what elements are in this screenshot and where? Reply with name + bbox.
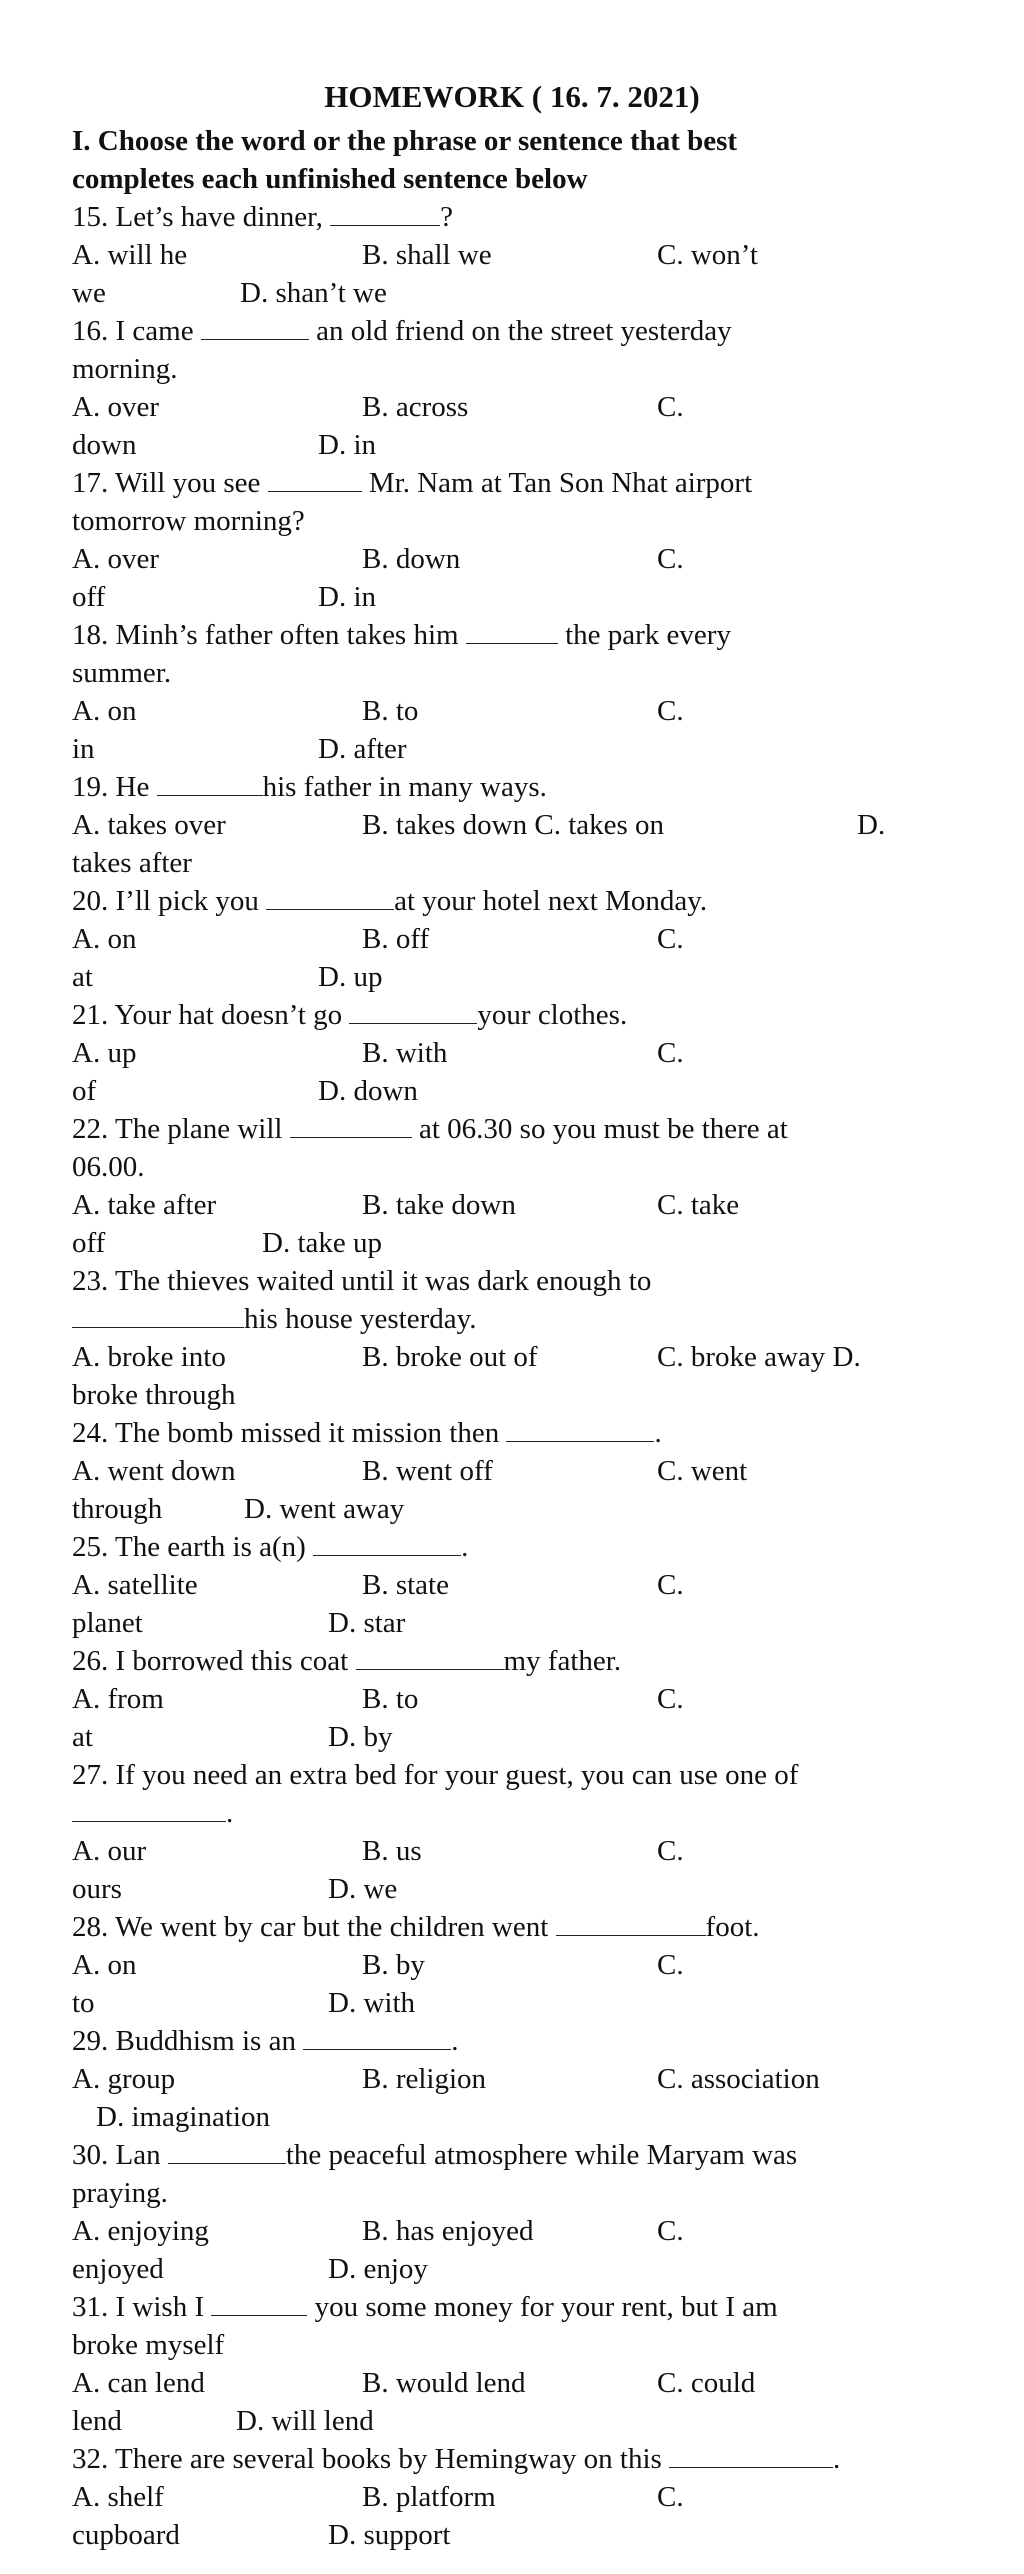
options-17 — [72, 540, 964, 578]
option-c-continued: in — [72, 733, 95, 765]
option-c-continued: enjoyed — [72, 2253, 164, 2285]
option-b: B. to — [362, 695, 419, 727]
option-d: D. support — [328, 2519, 451, 2551]
option-a: A. on — [72, 695, 137, 727]
option-b: B. to — [362, 1683, 419, 1715]
option-d: D. — [857, 809, 886, 841]
question-20: 20. I’ll pick you at your hotel next Monday. — [72, 885, 708, 917]
option-d: D. after — [318, 733, 407, 765]
option-a: A. broke into — [72, 1341, 226, 1373]
option-b: B. off — [362, 923, 430, 955]
options-18 — [72, 692, 964, 730]
answer-blank — [349, 999, 477, 1024]
question-32: 32. There are several books by Hemingway on this . — [72, 2443, 841, 2475]
answer-blank — [157, 771, 263, 796]
option-c: C. — [657, 1569, 684, 1601]
question-18-continued: summer. — [72, 657, 172, 689]
option-b: B. state — [362, 1569, 449, 1601]
option-b: B. broke out of — [362, 1341, 538, 1373]
option-c: C. went — [657, 1455, 748, 1487]
option-d: D. down — [318, 1075, 418, 1107]
answer-blank — [303, 2025, 451, 2050]
option-d: D. we — [328, 1873, 398, 1905]
option-c-continued: at — [72, 1721, 93, 1753]
option-c-continued: planet — [72, 1607, 143, 1639]
option-d: D. in — [318, 581, 376, 613]
option-b: B. take down — [362, 1189, 516, 1221]
options-32 — [72, 2478, 964, 2516]
option-d: D. shan’t we — [240, 277, 387, 309]
option-b: B. down — [362, 543, 461, 575]
options-27 — [72, 1832, 964, 1870]
page-title: HOMEWORK ( 16. 7. 2021) — [324, 79, 700, 114]
option-a: A. over — [72, 391, 159, 423]
option-a: A. group — [72, 2063, 176, 2095]
options-20 — [72, 920, 964, 958]
answer-blank — [330, 201, 440, 226]
answer-blank — [268, 467, 362, 492]
question-27: 27. If you need an extra bed for your guest, you can use one of — [72, 1759, 799, 1791]
option-d: D. imagination — [96, 2101, 270, 2133]
options-23 — [72, 1338, 964, 1376]
answer-blank — [168, 2139, 286, 2164]
option-a: A. went down — [72, 1455, 236, 1487]
option-a: A. will he — [72, 239, 188, 271]
option-c: C. — [657, 1683, 684, 1715]
question-22-continued: 06.00. — [72, 1151, 145, 1183]
options-22 — [72, 1186, 964, 1224]
answer-blank — [266, 885, 394, 910]
options-15 — [72, 236, 964, 274]
question-23: 23. The thieves waited until it was dark enough to — [72, 1265, 652, 1297]
option-c-continued: lend — [72, 2405, 122, 2437]
option-a: A. up — [72, 1037, 137, 1069]
options-30 — [72, 2212, 964, 2250]
option-c: C. — [657, 1835, 684, 1867]
option-c-continued: ours — [72, 1873, 122, 1905]
option-d: D. by — [328, 1721, 393, 1753]
option-b: B. has enjoyed — [362, 2215, 534, 2247]
question-27-continued: . — [72, 1794, 964, 1832]
question-16-continued: morning. — [72, 353, 178, 385]
question-17: 17. Will you see Mr. Nam at Tan Son Nhat airport — [72, 467, 753, 499]
question-23-continued: his house yesterday. — [72, 1300, 964, 1338]
section-heading-line-2: completes each unfinished sentence below — [72, 163, 588, 195]
option-d: D. enjoy — [328, 2253, 428, 2285]
question-22: 22. The plane will at 06.30 so you must be there at — [72, 1113, 788, 1145]
option-c-continued: through — [72, 1493, 163, 1525]
option-b-c: B. takes down C. takes on — [362, 809, 665, 841]
option-d: D. take up — [262, 1227, 382, 1259]
option-c: C. — [657, 543, 684, 575]
option-c-continued: off — [72, 581, 106, 613]
options-24 — [72, 1452, 964, 1490]
question-19: 19. He his father in many ways. — [72, 771, 547, 803]
answer-blank — [669, 2443, 833, 2468]
question-31: 31. I wish I you some money for your rent, but I am — [72, 2291, 778, 2323]
answer-blank — [506, 1417, 654, 1442]
option-d: D. up — [318, 961, 383, 993]
option-b: B. us — [362, 1835, 422, 1867]
option-a: A. satellite — [72, 1569, 198, 1601]
question-16: 16. I came an old friend on the street yesterday — [72, 315, 732, 347]
option-d: D. will lend — [236, 2405, 374, 2437]
question-29: 29. Buddhism is an . — [72, 2025, 459, 2057]
options-28 — [72, 1946, 964, 1984]
answer-blank — [556, 1911, 706, 1936]
option-a: A. can lend — [72, 2367, 205, 2399]
options-16 — [72, 388, 964, 426]
options-31 — [72, 2364, 964, 2402]
option-c: C. — [657, 695, 684, 727]
option-a: A. on — [72, 923, 137, 955]
options-25 — [72, 1566, 964, 1604]
question-31-continued: broke myself — [72, 2329, 225, 2361]
option-d-continued: broke through — [72, 1379, 236, 1411]
option-d: D. in — [318, 429, 376, 461]
option-d: D. star — [328, 1607, 406, 1639]
option-c-d: C. broke away D. — [657, 1341, 861, 1373]
option-c: C. — [657, 1037, 684, 1069]
question-17-continued: tomorrow morning? — [72, 505, 305, 537]
option-c: C. — [657, 2215, 684, 2247]
question-25: 25. The earth is a(n) . — [72, 1531, 469, 1563]
option-c-continued: of — [72, 1075, 97, 1107]
answer-blank — [211, 2291, 307, 2316]
option-c-continued: we — [72, 277, 106, 309]
answer-blank — [72, 1797, 226, 1822]
option-c-continued: cupboard — [72, 2519, 180, 2551]
options-26 — [72, 1680, 964, 1718]
option-d-continued: takes after — [72, 847, 192, 879]
answer-blank — [356, 1645, 504, 1670]
answer-blank — [201, 315, 309, 340]
option-b: B. by — [362, 1949, 425, 1981]
question-28: 28. We went by car but the children went foot. — [72, 1911, 760, 1943]
option-b: B. platform — [362, 2481, 496, 2513]
option-a: A. enjoying — [72, 2215, 209, 2247]
answer-blank — [466, 619, 558, 644]
option-c-continued: off — [72, 1227, 106, 1259]
question-18: 18. Minh’s father often takes him the park every — [72, 619, 731, 651]
option-b: B. shall we — [362, 239, 492, 271]
option-c: C. won’t — [657, 239, 758, 271]
question-15: 15. Let’s have dinner, ? — [72, 201, 454, 233]
option-c: C. could — [657, 2367, 756, 2399]
option-b: B. would lend — [362, 2367, 526, 2399]
option-a: A. our — [72, 1835, 147, 1867]
option-c-continued: to — [72, 1987, 95, 2019]
option-c: C. take — [657, 1189, 740, 1221]
option-c-continued: at — [72, 961, 93, 993]
options-21 — [72, 1034, 964, 1072]
option-c: C. association — [657, 2063, 820, 2095]
answer-blank — [72, 1303, 244, 1328]
option-a: A. takes over — [72, 809, 226, 841]
question-24: 24. The bomb missed it mission then . — [72, 1417, 662, 1449]
option-a: A. take after — [72, 1189, 217, 1221]
option-a: A. over — [72, 543, 159, 575]
options-19 — [72, 806, 964, 844]
option-d: D. with — [328, 1987, 415, 2019]
question-30: 30. Lan the peaceful atmosphere while Maryam was — [72, 2139, 798, 2171]
option-b: B. went off — [362, 1455, 493, 1487]
option-a: A. on — [72, 1949, 137, 1981]
option-d: D. went away — [244, 1493, 405, 1525]
option-a: A. from — [72, 1683, 164, 1715]
option-b: B. with — [362, 1037, 448, 1069]
option-c-continued: down — [72, 429, 137, 461]
options-29 — [72, 2060, 964, 2098]
section-heading-line-1: I. Choose the word or the phrase or sentence that best — [72, 125, 738, 157]
option-c: C. — [657, 391, 684, 423]
question-21: 21. Your hat doesn’t go your clothes. — [72, 999, 628, 1031]
answer-blank — [313, 1531, 461, 1556]
option-a: A. shelf — [72, 2481, 164, 2513]
question-30-continued: praying. — [72, 2177, 168, 2209]
question-26: 26. I borrowed this coat my father. — [72, 1645, 622, 1677]
option-b: B. across — [362, 391, 469, 423]
option-c: C. — [657, 2481, 684, 2513]
option-b: B. religion — [362, 2063, 487, 2095]
answer-blank — [290, 1113, 412, 1138]
option-c: C. — [657, 923, 684, 955]
option-c: C. — [657, 1949, 684, 1981]
